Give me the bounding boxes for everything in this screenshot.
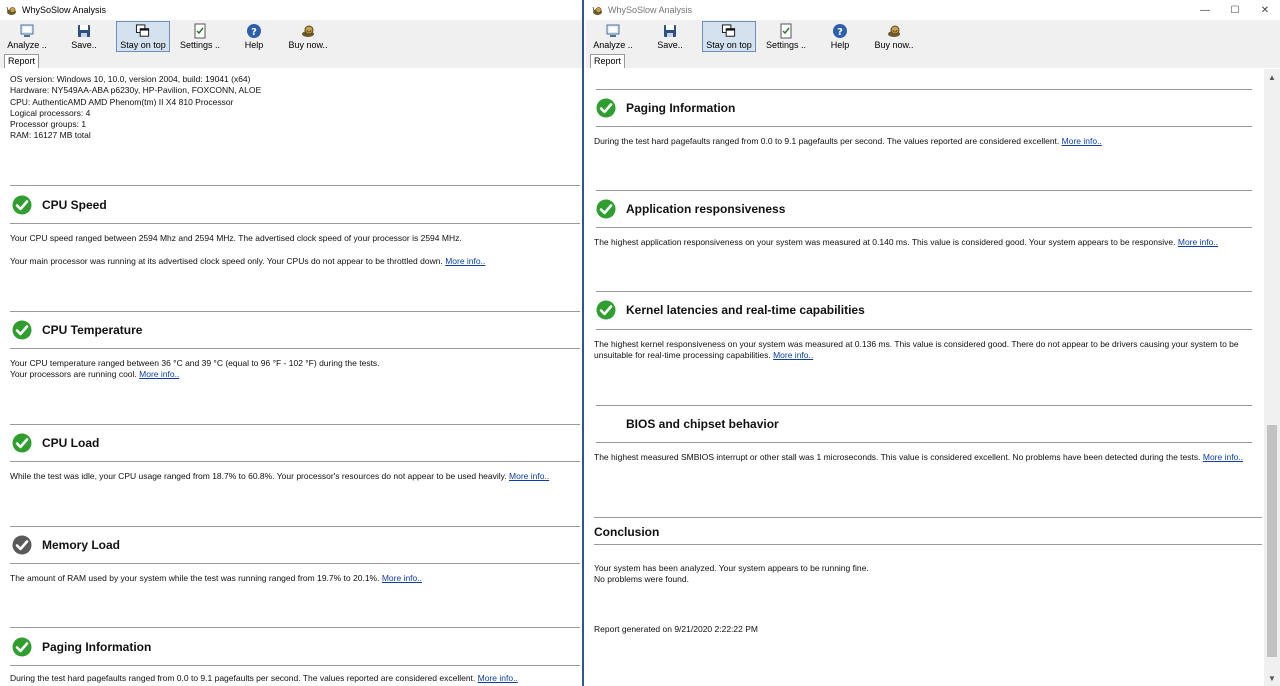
analyze-button[interactable] [2,21,52,52]
divider [10,223,580,224]
section-body [10,233,576,268]
toolbar [586,20,1280,53]
section-text: During the test hard pagefaults ranged from 0.0 to 9.1 pagefaults per second. The values reported are considered excellent. [594,136,1060,146]
section-body [10,358,576,381]
buy-now-button[interactable] [864,21,924,52]
more-info-link[interactable]: More info.. [509,471,550,481]
report-view[interactable] [586,69,1264,686]
green-check-icon [12,320,32,340]
more-info-link[interactable]: More info.. [773,350,814,361]
section-body [594,136,1252,147]
help-button[interactable] [230,21,278,52]
green-check-icon [12,433,32,453]
section-cpu-speed [10,185,580,315]
section-text: The highest measured SMBIOS interrupt or other stall was 1 microseconds. This value is considered excellent. No problems have been detected during the tests. [594,452,1201,462]
conclusion-line: Your system has been analyzed. Your system appears to be running fine. [594,563,869,573]
buy-now-icon [886,23,902,39]
save-icon [76,23,92,39]
more-info-link[interactable]: More info.. [1202,452,1244,462]
divider [10,526,580,527]
divider [10,311,580,312]
analyze-button[interactable] [588,21,638,52]
buy-now-label: Buy now.. [288,40,328,50]
section-bios-chipset [596,405,1252,515]
save-button[interactable] [52,21,116,52]
section-cpu-temperature [10,311,580,421]
vertical-scrollbar[interactable] [1264,69,1280,686]
tab-report[interactable]: Report [590,54,625,68]
window-title: WhySoSlow Analysis [22,5,107,15]
section-text: During the test hard pagefaults ranged from 0.0 to 9.1 pagefaults per second. The values reported are considered excellent. [10,673,476,683]
help-label: Help [244,40,264,50]
more-info-link[interactable]: More info.. [477,673,518,683]
section-kernel-latencies [596,291,1252,403]
title-bar[interactable] [0,0,582,20]
section-text: While the test was idle, your CPU usage ranged from 18.7% to 60.8%. Your processor's resources do not appear to be used heavily. [10,471,507,481]
section-body [10,573,576,584]
whysoslow-app-icon [592,5,603,16]
stay-on-top-label: Stay on top [120,40,166,50]
scroll-down-arrow-icon[interactable]: ▼ [1268,673,1276,683]
divider [596,442,1252,443]
section-header [594,525,659,539]
whysoslow-app-icon [6,5,17,16]
settings-icon [778,23,794,39]
minimize-icon[interactable]: — [1200,4,1210,16]
section-title: Memory Load [42,538,121,552]
analyze-icon [605,23,621,39]
save-button[interactable] [638,21,702,52]
sysinfo-processor-groups: Processor groups: 1 [10,119,87,130]
section-header [12,320,142,340]
window-title: WhySoSlow Analysis [608,5,693,15]
divider [10,665,580,666]
section-header [596,300,865,320]
title-bar[interactable] [586,0,1280,20]
divider [10,563,580,564]
toolbar [0,20,582,53]
divider [10,627,580,628]
section-text: Your main processor was running at its advertised clock speed only. Your CPUs do not appear to be throttled down. [10,256,443,267]
section-memory-load [10,526,580,626]
no-status-icon [596,414,616,434]
section-header [12,195,107,215]
divider [594,544,1262,545]
section-body [10,471,576,482]
close-icon[interactable]: ✕ [1260,4,1270,16]
conclusion-line: No problems were found. [594,574,689,585]
divider [10,424,580,425]
divider [10,348,580,349]
buy-now-icon [300,23,316,39]
tab-bar [0,53,582,68]
green-check-icon [596,98,616,118]
section-paging-information [596,89,1252,189]
tab-report[interactable]: Report [4,54,39,68]
stay-on-top-button[interactable] [116,21,170,52]
section-body [10,673,576,684]
more-info-link[interactable]: More info.. [1061,136,1102,146]
divider [596,227,1252,228]
analyze-label: Analyze .. [7,40,47,50]
maximize-icon[interactable]: ☐ [1230,4,1240,16]
more-info-link[interactable]: More info.. [445,256,486,267]
svg-text:?: ? [251,27,257,38]
section-title: CPU Speed [42,198,107,212]
scrollbar-thumb[interactable] [1267,425,1277,657]
sysinfo-logical-processors: Logical processors: 4 [10,107,91,118]
section-title: Paging Information [626,101,736,115]
green-check-icon [12,195,32,215]
section-header [596,98,735,118]
left-analysis-window [0,0,584,686]
settings-icon [192,23,208,39]
conclusion-title: Conclusion [594,525,660,539]
divider [596,89,1252,90]
system-info [10,74,261,142]
divider [10,185,580,186]
stay-on-top-icon [135,24,151,39]
stay-on-top-button[interactable] [702,21,756,52]
divider [594,517,1262,518]
divider [596,405,1252,406]
gray-check-icon [12,535,32,555]
section-conclusion [594,517,1262,686]
section-text: The highest application responsiveness on your system was measured at 0.140 ms. This value is considered good. Your system appears to be responsive. [594,237,1176,247]
help-icon [832,23,848,39]
scroll-up-arrow-icon[interactable]: ▲ [1268,72,1276,82]
settings-label: Settings .. [765,40,807,50]
divider [596,329,1252,330]
section-header [596,414,779,434]
section-application-responsiveness [596,190,1252,290]
help-icon [246,23,262,39]
section-title: CPU Load [42,436,100,450]
svg-text:?: ? [837,27,843,38]
section-title: Kernel latencies and real-time capabilities [626,303,865,317]
section-text: Your processors are running cool. [10,369,137,380]
divider [596,291,1252,292]
save-icon [662,23,678,39]
more-info-link[interactable]: More info.. [139,369,180,380]
report-generated-timestamp: Report generated on 9/21/2020 2:22:22 PM [594,623,758,634]
green-check-icon [596,199,616,219]
help-button[interactable] [816,21,864,52]
section-header [12,637,151,657]
section-header [12,535,120,555]
divider [596,190,1252,191]
section-paging-information [10,627,580,686]
right-analysis-window [586,0,1280,686]
section-title: BIOS and chipset behavior [626,417,779,431]
settings-button[interactable] [756,21,816,52]
stay-on-top-icon [721,24,737,39]
sysinfo-os: OS version: Windows 10, 10.0, version 2004, build: 19041 (x64) [10,74,251,84]
divider [596,126,1252,127]
analyze-label: Analyze .. [593,40,633,50]
tab-bar [586,53,1280,68]
section-text: Your CPU temperature ranged between 36 °C and 39 °C (equal to 96 °F - 102 °F) during the tests. [10,358,380,368]
save-label: Save.. [71,40,97,50]
stay-on-top-label: Stay on top [706,40,752,50]
section-text: The highest kernel responsiveness on your system was measured at 0.136 ms. This value is considered good. There do not appear to be drivers causing your system to be unsuitable for real-time processing capabilities. [594,339,1239,361]
divider [10,461,580,462]
save-label: Save.. [657,40,683,50]
sysinfo-hardware: Hardware: NY549AA-ABA p6230y, HP-Pavilion, FOXCONN, ALOE [10,85,262,96]
report-view[interactable] [0,68,582,686]
more-info-link[interactable]: More info.. [1177,237,1219,247]
sysinfo-ram: RAM: 16127 MB total [10,130,91,141]
conclusion-body [594,563,1262,635]
buy-now-button[interactable] [278,21,338,52]
green-check-icon [12,637,32,657]
section-body [594,339,1252,362]
buy-now-label: Buy now.. [874,40,914,50]
section-body [594,452,1252,463]
section-title: Application responsiveness [626,202,786,216]
more-info-link[interactable]: More info.. [381,573,422,583]
section-title: CPU Temperature [42,323,143,337]
section-title: Paging Information [42,640,152,654]
settings-button[interactable] [170,21,230,52]
sysinfo-cpu: CPU: AuthenticAMD AMD Phenom(tm) II X4 810 Processor [10,96,234,107]
section-text: The amount of RAM used by your system while the test was running ranged from 19.7% to 20.1%. [10,573,380,583]
analyze-icon [19,23,35,39]
section-header [12,433,99,453]
help-label: Help [830,40,850,50]
section-cpu-load [10,424,580,524]
window-controls [1190,0,1280,20]
section-text: Your CPU speed ranged between 2594 Mhz and 2594 MHz. The advertised clock speed of your processor is 2594 MHz. [10,233,462,243]
green-check-icon [596,300,616,320]
settings-label: Settings .. [179,40,221,50]
section-body [594,237,1252,248]
section-header [596,199,785,219]
